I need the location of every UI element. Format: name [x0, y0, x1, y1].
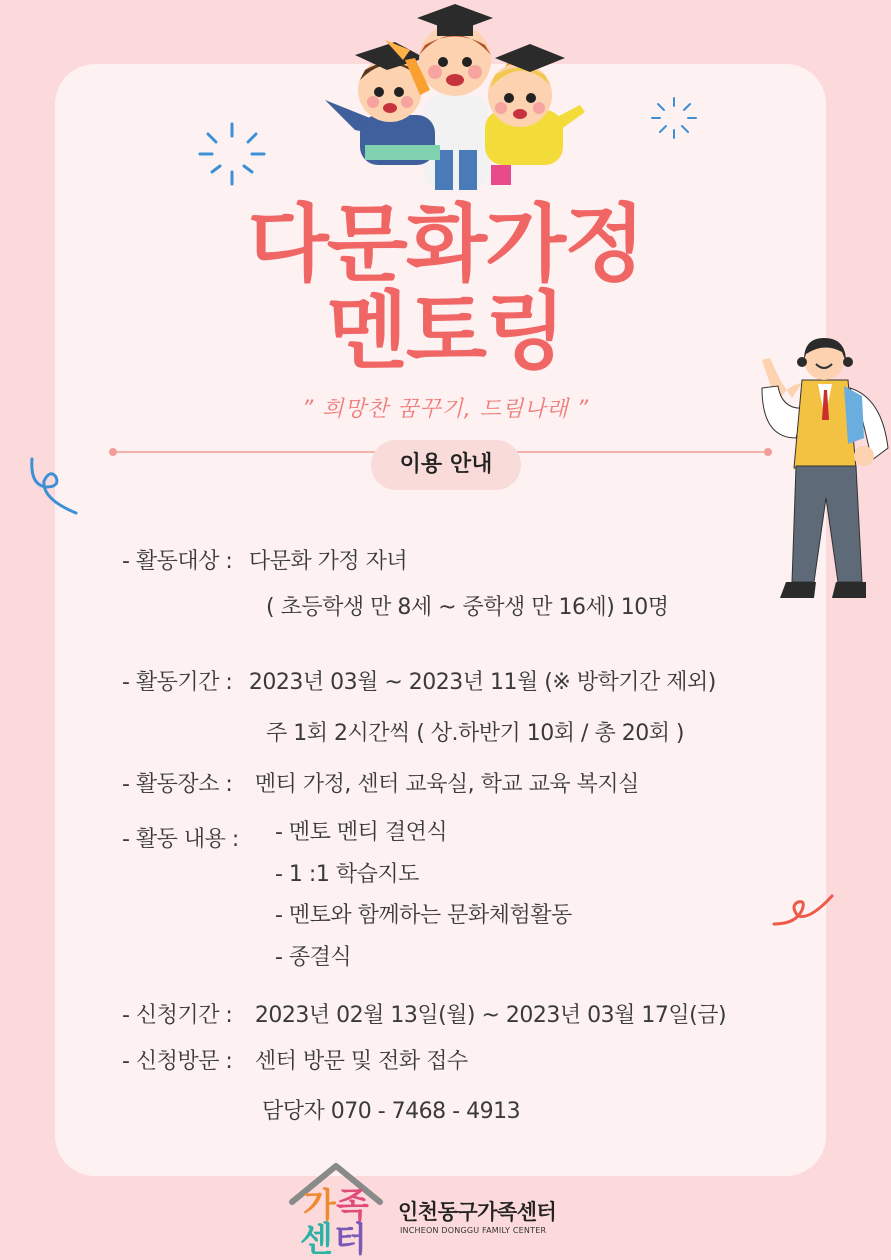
squiggle-decoration	[770, 890, 836, 930]
apply-period-label: - 신청기간 :	[122, 1003, 233, 1028]
period-value: 2023년 03월 ~ 2023년 11월 (※ 방학기간 제외)	[248, 670, 716, 695]
student-pointing-illustration	[752, 338, 891, 603]
content-item: - 1 :1 학습지도	[275, 862, 419, 887]
apply-method-value: 센터 방문 및 전화 접수	[254, 1049, 468, 1074]
divider-dot	[109, 448, 117, 456]
graduating-kids-illustration	[315, 0, 595, 190]
content-item: - 종결식	[275, 945, 352, 970]
slogan: ” 희망찬 꿈꾸기, 드림나래 ”	[301, 397, 590, 422]
logo-char: 족	[336, 1186, 369, 1226]
apply-method-label: - 신청방문 :	[122, 1049, 233, 1074]
logo-char: 가	[303, 1186, 336, 1226]
contact-info: 담당자 070 - 7468 - 4913	[262, 1099, 521, 1124]
content-label: - 활동 내용 :	[122, 827, 239, 852]
place-row	[122, 767, 639, 798]
main-title-line2: 멘토링	[326, 282, 565, 380]
center-name-english: INCHEON DONGGU FAMILY CENTER	[400, 1226, 547, 1235]
target-label: - 활동대상 :	[122, 549, 233, 574]
section-label-pill: 이용 안내	[371, 440, 521, 490]
content-item: - 멘토 멘티 결연식	[275, 820, 448, 845]
squiggle-decoration	[26, 455, 82, 517]
place-value: 멘티 가정, 센터 교육실, 학교 교육 복지실	[254, 772, 639, 797]
logo-char: 터	[334, 1220, 367, 1260]
period-label: - 활동기간 :	[122, 670, 233, 695]
sparkle-icon	[196, 120, 268, 188]
main-title-line1: 다문화가정	[247, 195, 644, 293]
logo-char: 센	[300, 1220, 333, 1260]
sparkle-icon	[650, 96, 698, 140]
target-row	[122, 544, 407, 575]
content-item: - 멘토와 함께하는 문화체험활동	[275, 903, 572, 928]
target-detail: ( 초등학생 만 8세 ~ 중학생 만 16세) 10명	[266, 595, 669, 620]
apply-method-row	[122, 1044, 468, 1075]
period-detail: 주 1회 2시간씩 ( 상.하반기 10회 / 총 20회 )	[266, 721, 685, 746]
target-value: 다문화 가정 자녀	[248, 549, 408, 574]
apply-period-value: 2023년 02월 13일(월) ~ 2023년 03월 17일(금)	[254, 1003, 727, 1028]
center-name-korean: 인천동구가족센터	[398, 1200, 557, 1224]
place-label: - 활동장소 :	[122, 772, 233, 797]
period-row	[122, 665, 716, 696]
apply-period-row	[122, 998, 726, 1029]
